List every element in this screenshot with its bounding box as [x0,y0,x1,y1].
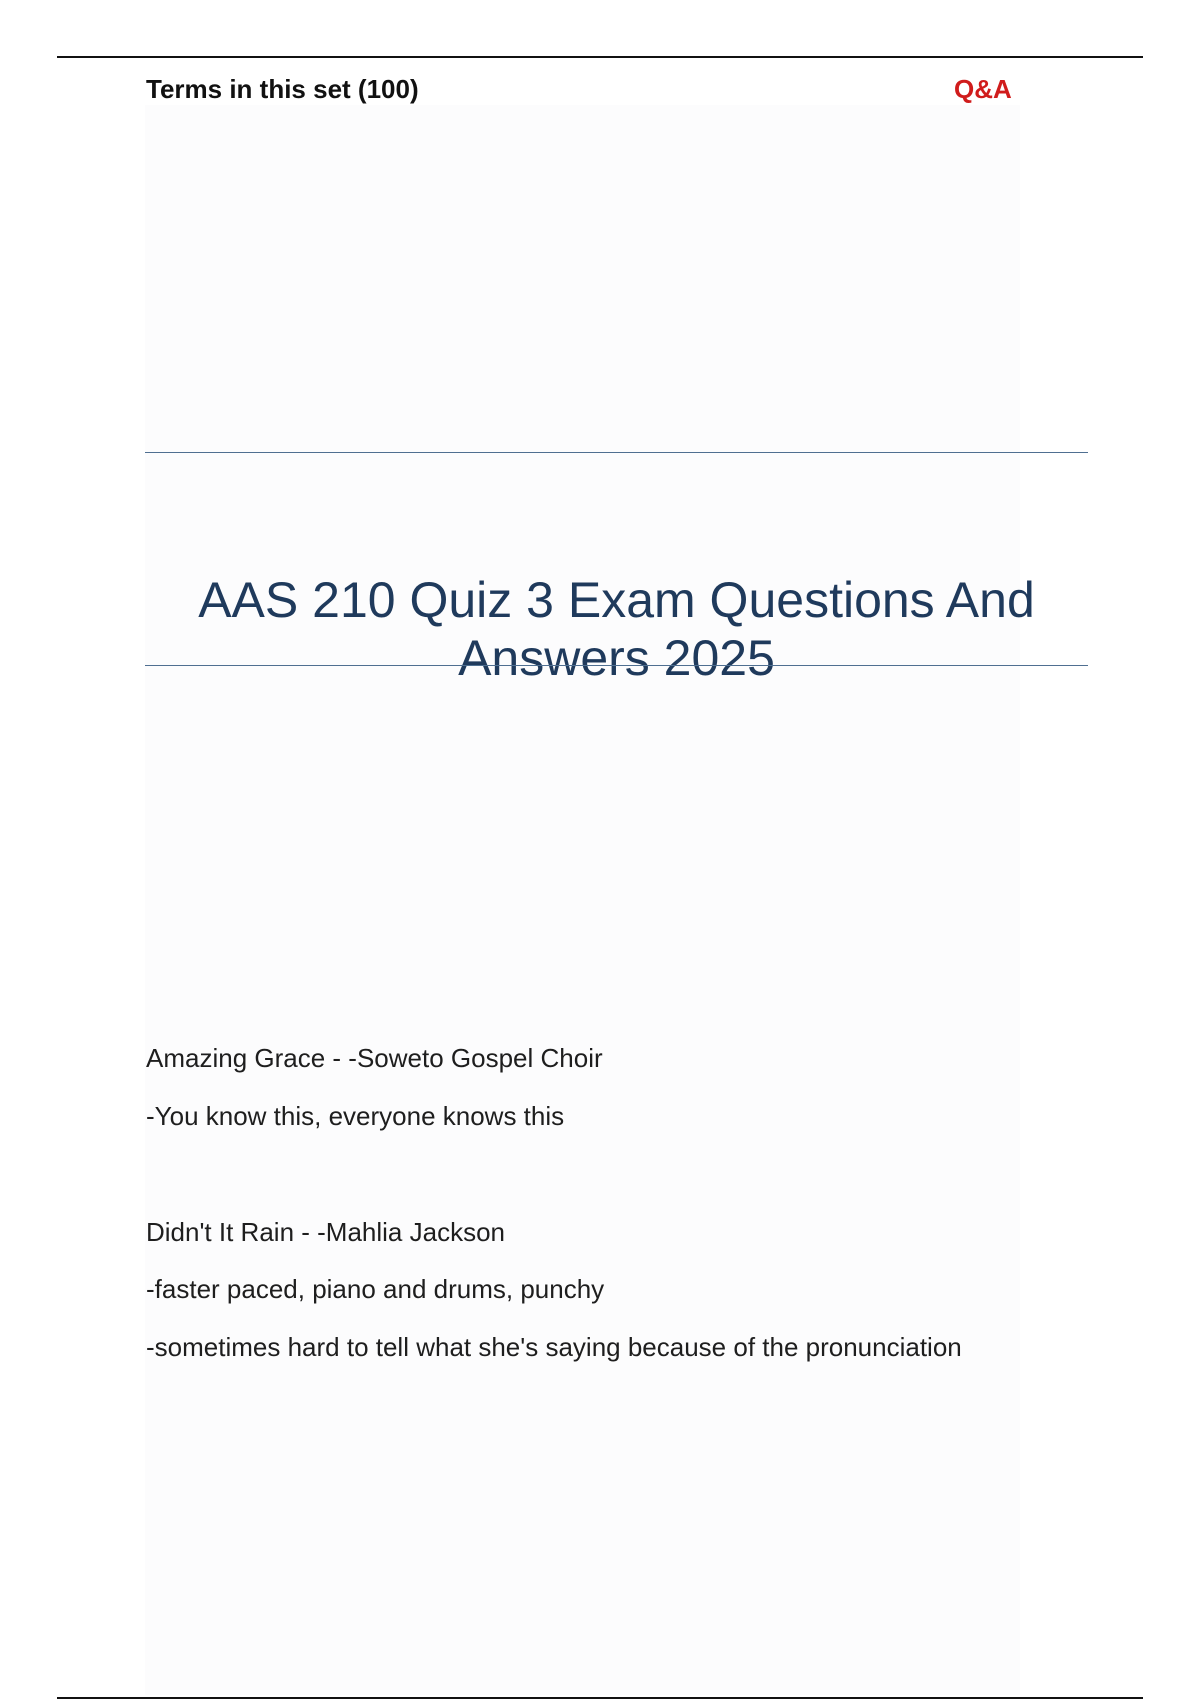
document-title-line-1: AAS 210 Quiz 3 Exam Questions And [198,571,1035,628]
bottom-divider [57,1697,1143,1699]
term-1-heading: Amazing Grace - -Soweto Gospel Choir [146,1043,603,1073]
qa-badge: Q&A [954,74,1012,104]
terms-count-label: Terms in this set (100) [146,74,419,104]
term-2-heading: Didn't It Rain - -Mahlia Jackson [146,1217,505,1247]
term-2-note-1: -faster paced, piano and drums, punchy [146,1274,605,1304]
top-divider [57,56,1143,58]
page-content-area [145,105,1020,1695]
document-title [145,571,1088,687]
term-2-note-2: -sometimes hard to tell what she's saying because of the pronunciation [146,1332,962,1362]
document-title-line-2: Answers 2025 [458,629,775,686]
title-bottom-rule [145,665,1088,666]
term-1-note-1: -You know this, everyone knows this [146,1101,565,1131]
title-top-rule [145,452,1088,453]
